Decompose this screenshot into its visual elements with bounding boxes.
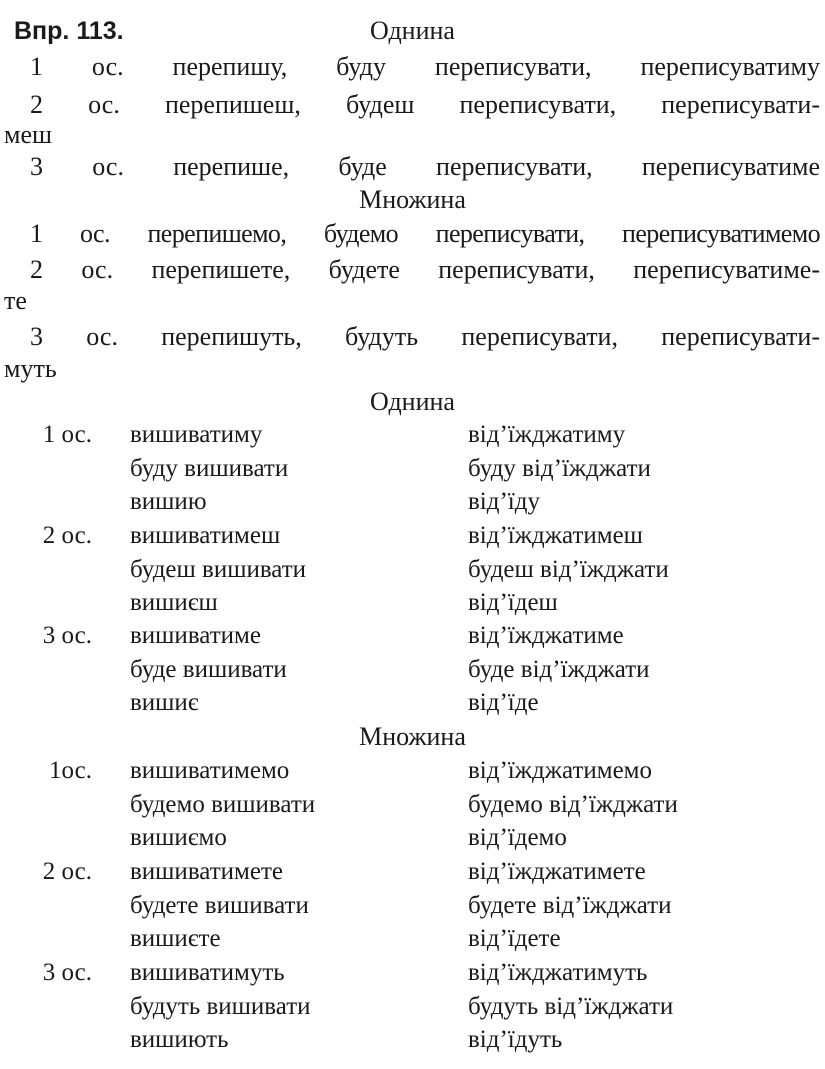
heading-plural: Множина [359, 185, 466, 214]
table-heading-singular: Однина [370, 387, 455, 416]
plural-line: 3 ос. перепишуть, будуть переписувати, переписувати- [30, 322, 820, 351]
person-label: 3 ос. [42, 622, 92, 649]
person-label: 1ос. [49, 757, 92, 784]
verb-form-right: від’їжджатимете [468, 858, 646, 885]
singular-line: 3 ос. перепише, буде переписувати, переписуватиме [30, 152, 820, 181]
plural-line: те [4, 286, 27, 315]
plural-line: 2 ос. перепишете, будете переписувати, переписуватиме- [30, 255, 820, 284]
verb-form-right: від’їжджатимеш [468, 522, 643, 549]
verb-form-right: від’їжджатиме [468, 622, 624, 649]
plural-line: 1 ос. перепишемо, будемо переписувати, переписуватимемо [30, 219, 820, 248]
verb-form-right: від’їдете [468, 925, 561, 952]
verb-form-right: від’їдеш [468, 589, 558, 616]
heading-singular: Однина [370, 16, 455, 45]
verb-form-right: від’їжджатимемо [468, 757, 652, 784]
person-label: 2 ос. [42, 522, 92, 549]
exercise-title: Впр. 113. [14, 17, 124, 45]
verb-form-right: будемо від’їжджати [468, 791, 678, 818]
verb-form-right: від’їду [468, 488, 540, 515]
verb-form-left: вишиватиму [130, 421, 263, 448]
verb-form-left: будеш вишивати [130, 556, 307, 583]
verb-form-right: від’їжджатиму [468, 421, 626, 448]
verb-form-left: вишиватимемо [130, 757, 290, 784]
verb-form-left: вишиє [130, 689, 199, 716]
verb-form-left: вишиватимете [130, 858, 283, 885]
person-label: 3 ос. [42, 959, 92, 986]
verb-form-left: вишиватиме [130, 622, 261, 649]
plural-line: муть [4, 354, 57, 383]
singular-line: меш [4, 120, 53, 149]
verb-form-left: будете вишивати [130, 892, 309, 919]
verb-form-right: будуть від’їжджати [468, 993, 674, 1020]
verb-form-left: вишиємо [130, 824, 227, 851]
verb-form-left: вишиють [130, 1026, 229, 1053]
singular-line: 2 ос. перепишеш, будеш переписувати, переписувати- [30, 90, 820, 119]
person-label: 1 ос. [42, 421, 92, 448]
person-label: 2 ос. [42, 858, 92, 885]
verb-form-left: буду вишивати [130, 455, 289, 482]
verb-form-left: будуть вишивати [130, 993, 311, 1020]
verb-form-right: буду від’їжджати [468, 455, 651, 482]
verb-form-left: будемо вишивати [130, 791, 316, 818]
verb-form-left: вишию [130, 488, 207, 515]
verb-form-left: буде вишивати [130, 656, 287, 683]
verb-form-right: від’їдемо [468, 824, 567, 851]
verb-form-left: вишиватимуть [130, 959, 285, 986]
singular-line: 1 ос. перепишу, буду переписувати, переписуватиму [30, 52, 820, 81]
verb-form-right: від’їдуть [468, 1026, 563, 1053]
verb-form-left: вишиватимеш [130, 522, 281, 549]
verb-form-right: будеш від’їжджати [468, 556, 669, 583]
verb-form-right: від’їде [468, 689, 539, 716]
verb-form-left: вишиєте [130, 925, 221, 952]
verb-form-right: від’їжджатимуть [468, 959, 648, 986]
verb-form-left: вишиєш [130, 589, 218, 616]
verb-form-right: буде від’їжджати [468, 656, 650, 683]
table-heading-plural: Множина [359, 722, 466, 751]
verb-form-right: будете від’їжджати [468, 892, 672, 919]
